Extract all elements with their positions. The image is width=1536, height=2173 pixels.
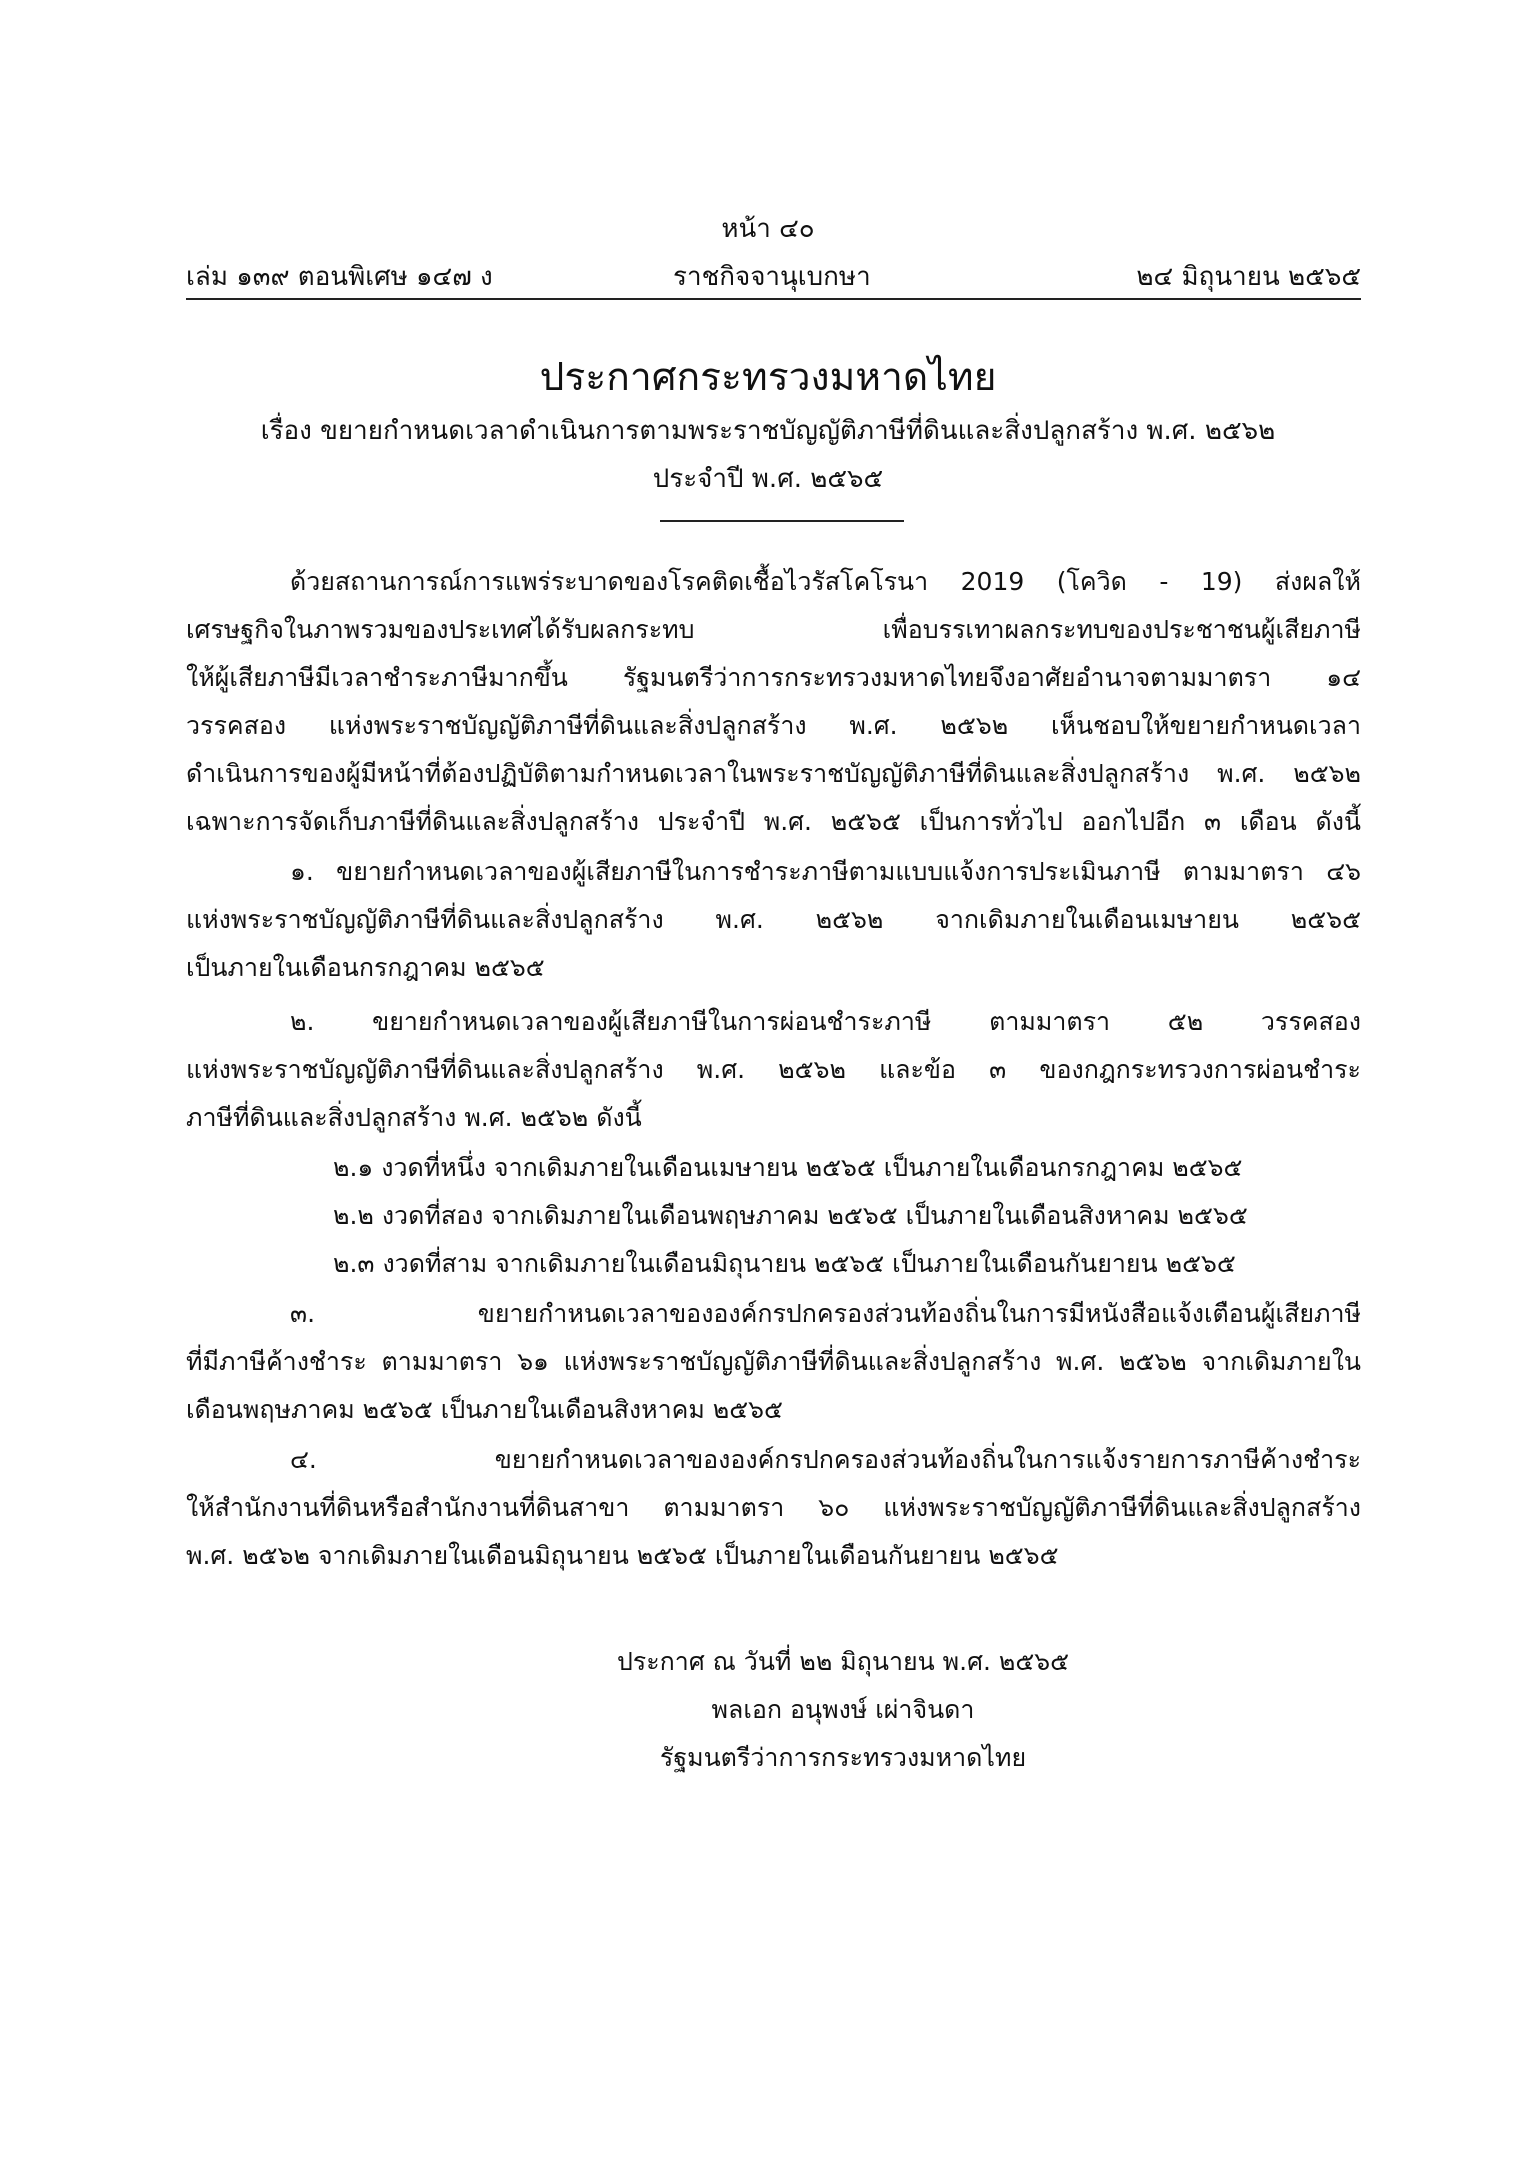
announcement-date: ประกาศ ณ วันที่ ๒๒ มิถุนายน พ.ศ. ๒๕๖๕ [616,1647,1070,1676]
paragraph-line: ด้วยสถานการณ์การแพร่ระบาดของโรคติดเชื้อไวรัสโคโรนา 2019 (โควิด - 19) ส่งผลให้ [290,567,1361,596]
item-4-line: พ.ศ. ๒๕๖๒ จากเดิมภายในเดือนมิถุนายน ๒๕๖๕ เป็นภายในเดือนกันยายน ๒๕๖๕ [186,1541,1059,1570]
announcement-title: ประกาศกระทรวงมหาดไทย [539,355,997,400]
signatory-position: รัฐมนตรีว่าการกระทรวงมหาดไทย [659,1743,1027,1772]
volume-info: เล่ม ๑๓๙ ตอนพิเศษ ๑๔๗ ง [186,262,493,292]
item-1-line: ๑. ขยายกำหนดเวลาของผู้เสียภาษีในการชำระภาษีตามแบบแจ้งการประเมินภาษี ตามมาตรา ๔๖ [290,857,1361,886]
title-divider [660,520,904,522]
item-3-line: ๓. ขยายกำหนดเวลาขององค์กรปกครองส่วนท้องถิ่นในการมีหนังสือแจ้งเตือนผู้เสียภาษี [290,1299,1361,1328]
item-2-line: ภาษีที่ดินและสิ่งปลูกสร้าง พ.ศ. ๒๕๖๒ ดังนี้ [186,1103,642,1132]
page-number: หน้า ๔๐ [721,214,815,244]
item-4-line: ๔. ขยายกำหนดเวลาขององค์กรปกครองส่วนท้องถิ่นในการแจ้งรายการภาษีค้างชำระ [290,1445,1361,1474]
item-3-line: เดือนพฤษภาคม ๒๕๖๕ เป็นภายในเดือนสิงหาคม ๒๕๖๕ [186,1395,783,1424]
paragraph-line: ให้ผู้เสียภาษีมีเวลาชำระภาษีมากขึ้น รัฐมนตรีว่าการกระทรวงมหาดไทยจึงอาศัยอำนาจตามมาตรา ๑๔ [186,663,1361,692]
installment-line: ๒.๑ งวดที่หนึ่ง จากเดิมภายในเดือนเมษายน ๒๕๖๕ เป็นภายในเดือนกรกฎาคม ๒๕๖๕ [333,1153,1243,1182]
signatory-name: พลเอก อนุพงษ์ เผ่าจินดา [711,1695,975,1724]
publication-date: ๒๔ มิถุนายน ๒๕๖๕ [1136,262,1361,292]
announcement-subject-year: ประจำปี พ.ศ. ๒๕๖๕ [652,464,884,494]
header-divider [186,298,1361,300]
announcement-subject: เรื่อง ขยายกำหนดเวลาดำเนินการตามพระราชบัญญัติภาษีที่ดินและสิ่งปลูกสร้าง พ.ศ. ๒๕๖๒ [260,416,1276,446]
item-2-line: แห่งพระราชบัญญัติภาษีที่ดินและสิ่งปลูกสร้าง พ.ศ. ๒๕๖๒ และข้อ ๓ ของกฎกระทรวงการผ่อนชำระ [186,1055,1361,1084]
paragraph-line: วรรคสอง แห่งพระราชบัญญัติภาษีที่ดินและสิ่งปลูกสร้าง พ.ศ. ๒๕๖๒ เห็นชอบให้ขยายกำหนดเวลา [186,711,1361,740]
item-2-line: ๒. ขยายกำหนดเวลาของผู้เสียภาษีในการผ่อนชำระภาษี ตามมาตรา ๕๒ วรรคสอง [290,1007,1361,1036]
item-4-line: ให้สำนักงานที่ดินหรือสำนักงานที่ดินสาขา ตามมาตรา ๖๐ แห่งพระราชบัญญัติภาษีที่ดินและสิ่งปลูกสร้าง [186,1493,1361,1522]
paragraph-line: ดำเนินการของผู้มีหน้าที่ต้องปฏิบัติตามกำหนดเวลาในพระราชบัญญัติภาษีที่ดินและสิ่งปลูกสร้าง พ.ศ. ๒๕๖๒ [186,759,1361,788]
paragraph-line: เศรษฐกิจในภาพรวมของประเทศได้รับผลกระทบ เพื่อบรรเทาผลกระทบของประชาชนผู้เสียภาษี [186,615,1361,644]
item-3-line: ที่มีภาษีค้างชำระ ตามมาตรา ๖๑ แห่งพระราชบัญญัติภาษีที่ดินและสิ่งปลูกสร้าง พ.ศ. ๒๕๖๒ จากเดิมภายใน [186,1347,1361,1376]
installment-line: ๒.๒ งวดที่สอง จากเดิมภายในเดือนพฤษภาคม ๒๕๖๕ เป็นภายในเดือนสิงหาคม ๒๕๖๕ [333,1201,1248,1230]
gazette-name: ราชกิจจานุเบกษา [673,262,871,292]
paragraph-line: เฉพาะการจัดเก็บภาษีที่ดินและสิ่งปลูกสร้าง ประจำปี พ.ศ. ๒๕๖๕ เป็นการทั่วไป ออกไปอีก ๓ เดือน ดังนี้ [186,807,1361,836]
item-1-line: แห่งพระราชบัญญัติภาษีที่ดินและสิ่งปลูกสร้าง พ.ศ. ๒๕๖๒ จากเดิมภายในเดือนเมษายน ๒๕๖๕ [186,905,1361,934]
item-1-line: เป็นภายในเดือนกรกฎาคม ๒๕๖๕ [186,953,545,982]
installment-line: ๒.๓ งวดที่สาม จากเดิมภายในเดือนมิถุนายน ๒๕๖๕ เป็นภายในเดือนกันยายน ๒๕๖๕ [333,1249,1236,1278]
